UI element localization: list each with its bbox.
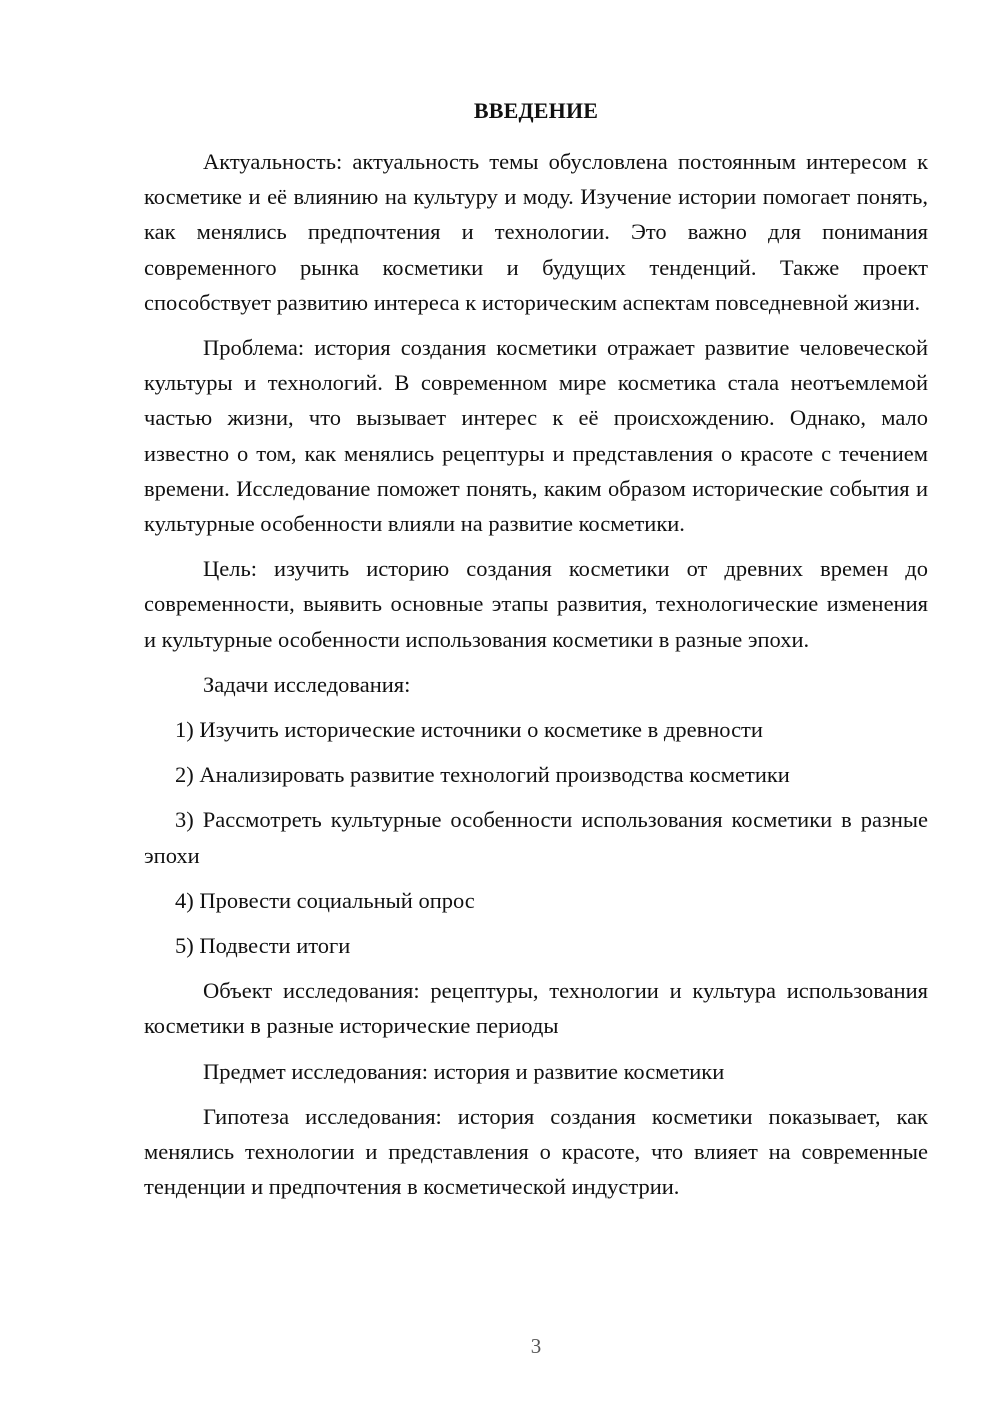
task-item: 2) Анализировать развитие технологий производства косметики [175, 762, 790, 788]
object-paragraph: Объект исследования: рецептуры, технологии и культура использования косметики в разные исторические периоды [144, 978, 928, 1039]
tasks-heading: Задачи исследования: [203, 671, 411, 697]
task-item: 4) Провести социальный опрос [175, 887, 475, 913]
hypothesis-paragraph: Гипотеза исследования: история создания косметики показывает, как менялись технологии и представления о красоте, что влияет на современные тенденции и предпочтения в косметической индустрии. [144, 1103, 928, 1200]
relevance-paragraph: Актуальность: актуальность темы обусловлена постоянным интересом к косметике и её влиянию на культуру и моду. Изучение истории помогает понять, как менялись предпочтения и технологии. Это важно для понимания современного рынка косметики и будущих тенденций. Также проект способствует развитию интереса к историческим аспектам повседневной жизни. [144, 149, 928, 315]
task-item: 5) Подвести итоги [175, 933, 351, 959]
problem-paragraph: Проблема: история создания косметики отражает развитие человеческой культуры и технологий. В современном мире косметика стала неотъемлемой частью жизни, что вызывает интерес к её происхождению. Однако, мало известно о том, как менялись рецептуры и представления о красоте с течением времени. Исследование поможет понять, каким образом исторические события и культурные особенности влияли на развитие косметики. [144, 335, 928, 537]
task-item: 1) Изучить исторические источники о косметике в древности [175, 717, 763, 743]
page-number: 3 [530, 1334, 542, 1358]
goal-paragraph: Цель: изучить историю создания косметики от древних времен до современности, выявить основные этапы развития, технологические изменения и культурные особенности использования косметики в разные эпохи. [144, 556, 928, 652]
document-body [144, 144, 928, 1214]
task-item: 3) Рассмотреть культурные особенности использования косметики в разные эпохи [144, 807, 928, 868]
section-title: ВВЕДЕНИЕ [473, 98, 599, 123]
subject-paragraph: Предмет исследования: история и развитие косметики [203, 1058, 725, 1084]
